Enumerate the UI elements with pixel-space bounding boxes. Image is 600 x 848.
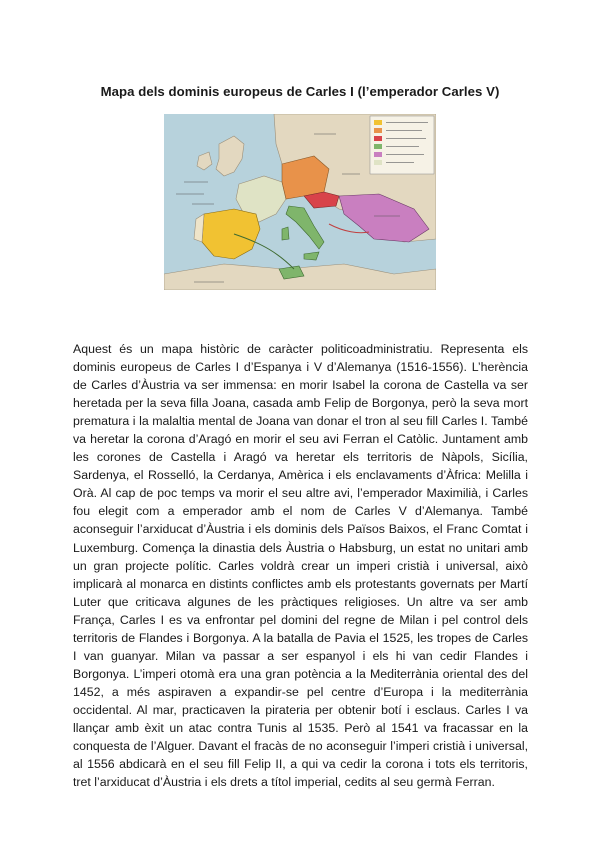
- legend-key-icon: [370, 116, 434, 174]
- map-sardinia: [282, 227, 289, 240]
- body-paragraph: Aquest és un mapa històric de caràcter politicoadministratiu. Representa els dominis europeus de Carles I d’Espanya i V d’Alemanya (1516-1556). L’herència de Carles d’Àustria va ser immensa: en morir Isabel la corona de Castella va ser heretada per la seva filla Joana, casada amb Felip de Borgonya, però la seva mort prematura i la malaltia mental de Joana van donar el tron al seu fill Carles I. També va heretar la corona d’Aragó en morir el seu avi Ferran el Catòlic. Juntament amb les corones de Castella i Aragó va heretar els territoris de Nàpols, Sicília, Sardenya, el Rosselló, la Cerdanya, Amèrica i els enclavaments d’Àfrica: Melilla i Orà. Al cap de poc temps va morir el seu altre avi, l’emperador Maximilià, i Carles fou elegit com a emperador amb el nom de Carles V d’Alemanya. També aconseguir l’arxiducat d’Àustria i els dominis dels Països Baixos, el Franc Comtat i Luxemburg. Comença la dinastia dels Àustria o Habsburg, un estat no unitari amb un gran projecte polític. Carles voldrà crear un imperi cristià i universal, això implicarà al monarca en distints conflictes amb els protestants governats per Martí Luter que criticava algunes de les pràctiques religioses. Un altre va ser amb França, Carles I es va enfrontar pel domini del regne de Milan i pel control dels territoris de Flandes i Borgonya. A la batalla de Pavia el 1525, les tropes de Carles I van guanyar. Milan va passar a ser espanyol i els hi van cedir Flandes i Borgonya. L’imperi otomà era una gran potència a la Mediterrània oriental des del 1452, a més aspiraven a expandir-se pel centre d’Europa i la mediterrània occidental. Al mar, practicaven la pirateria per obtenir botí i esclaus. Carles I va llançar amb èxit un atac contra Tunis al 1535. Però al 1541 va fracassar en la conquesta de l’Alguer. Davant el fracàs de no aconseguir l’imperi cristià i universal, al 1556 abdicarà en el seu fill Felip II, a qui va cedir la corona i tots els territoris, tret l’arxiducat d’Àustria i els drets a títol imperial, cedits al seu germà Ferran.: [73, 342, 528, 790]
- europe-map-illustration: [164, 114, 436, 290]
- map-image: [164, 114, 436, 290]
- page-title: Mapa dels dominis europeus de Carles I (l’emperador Carles V): [100, 84, 500, 99]
